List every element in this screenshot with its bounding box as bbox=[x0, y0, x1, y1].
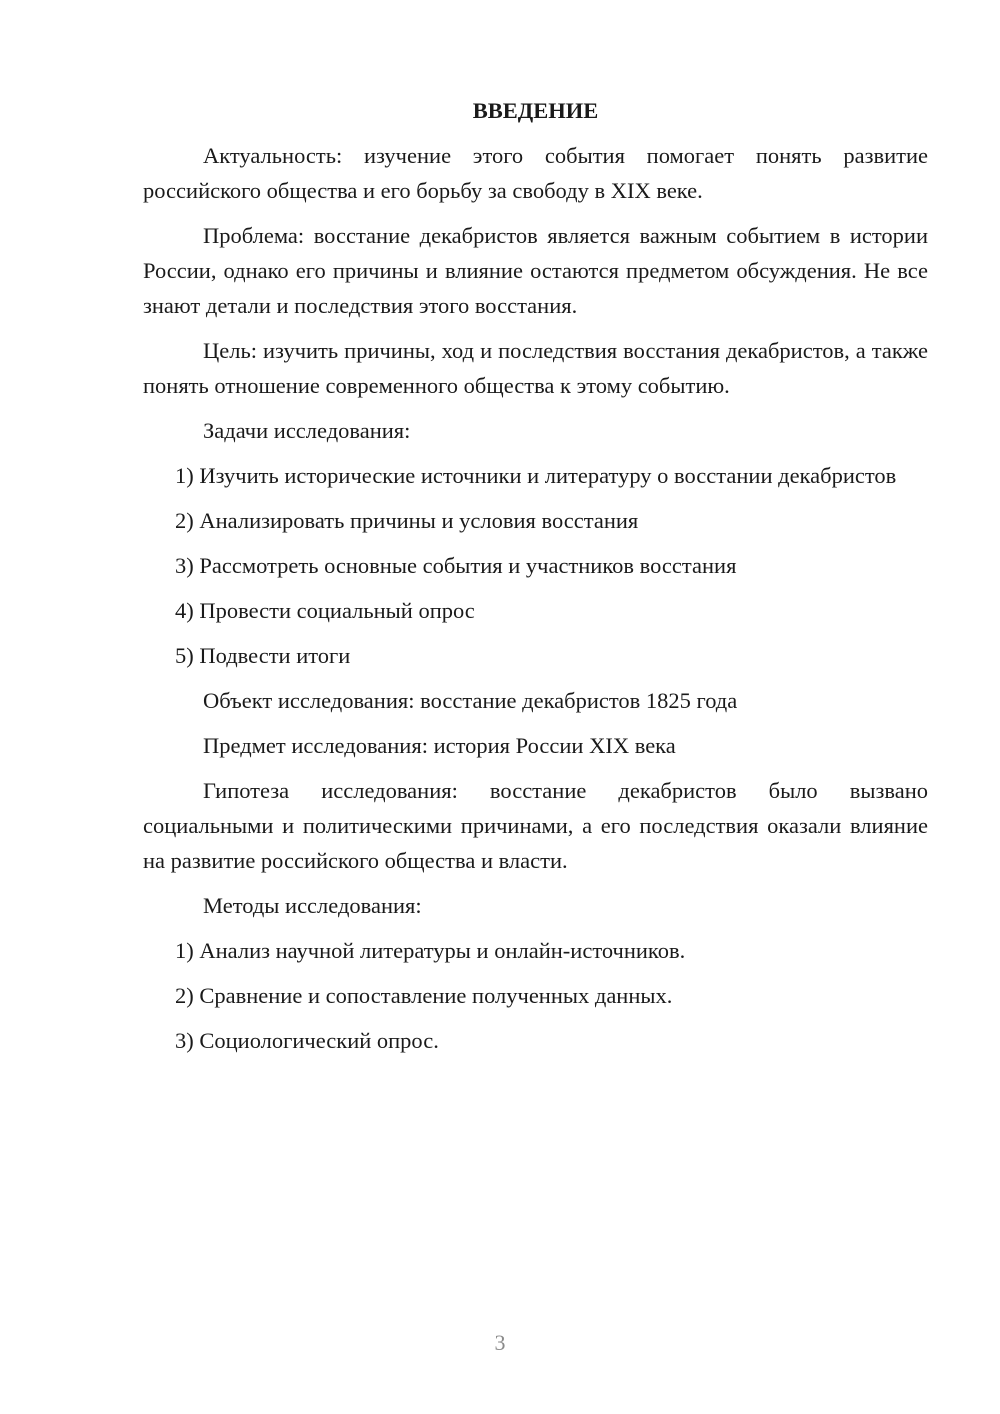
relevance-paragraph: Актуальность: изучение этого события помогает понять развитие российского общества и его борьбу за свободу в XIX веке. bbox=[143, 143, 928, 203]
task-item: 1) Изучить исторические источники и литературу о восстании декабристов bbox=[175, 463, 897, 488]
page-number: 3 bbox=[494, 1330, 506, 1355]
task-item: 2) Анализировать причины и условия восстания bbox=[175, 508, 639, 533]
research-subject: Предмет исследования: история России XIX века bbox=[203, 733, 676, 758]
section-title: ВВЕДЕНИЕ bbox=[472, 98, 599, 123]
tasks-heading: Задачи исследования: bbox=[203, 418, 411, 443]
method-item: 3) Социологический опрос. bbox=[175, 1028, 439, 1053]
research-object: Объект исследования: восстание декабристов 1825 года bbox=[203, 688, 738, 713]
problem-paragraph: Проблема: восстание декабристов является важным событием в истории России, однако его причины и влияние остаются предметом обсуждения. Не все знают детали и последствия этого восстания. bbox=[143, 223, 928, 318]
task-item: 5) Подвести итоги bbox=[175, 643, 351, 668]
method-item: 1) Анализ научной литературы и онлайн-источников. bbox=[175, 938, 686, 963]
task-item: 3) Рассмотреть основные события и участников восстания bbox=[175, 553, 737, 578]
hypothesis-paragraph: Гипотеза исследования: восстание декабристов было вызвано социальными и политическими причинами, а его последствия оказали влияние на развитие российского общества и власти. bbox=[143, 778, 928, 873]
task-item: 4) Провести социальный опрос bbox=[175, 598, 475, 623]
goal-paragraph: Цель: изучить причины, ход и последствия восстания декабристов, а также понять отношение современного общества к этому событию. bbox=[143, 338, 928, 398]
methods-heading: Методы исследования: bbox=[203, 893, 422, 918]
document-page bbox=[143, 93, 928, 1068]
method-item: 2) Сравнение и сопоставление полученных данных. bbox=[175, 983, 673, 1008]
